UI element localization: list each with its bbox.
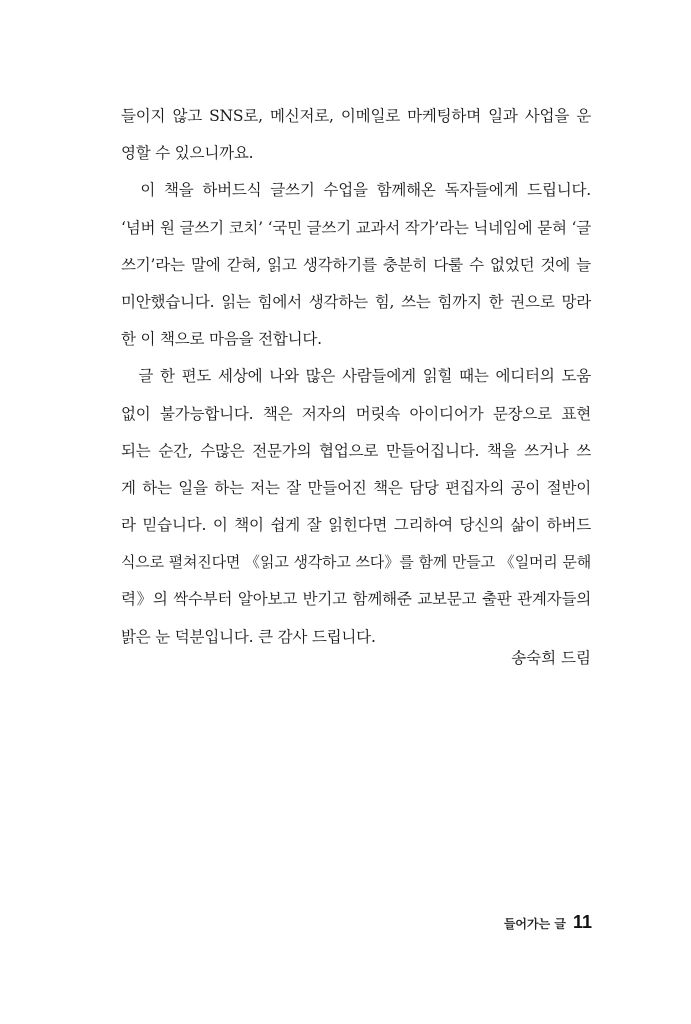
body-line: 한 이 책으로 마음을 전합니다. — [121, 330, 322, 349]
body-line: 력》의 싹수부터 알아보고 반기고 함께해준 교보문고 출판 관계자들의 — [121, 590, 591, 609]
body-line: 게 하는 일을 하는 저는 잘 만들어진 책은 담당 편집자의 공이 절반이 — [121, 478, 591, 497]
body-line: 없이 불가능합니다. 책은 저자의 머릿속 아이디어가 문장으로 표현 — [121, 404, 591, 423]
body-line: 이 책을 하버드식 글쓰기 수업을 함께해온 독자들에게 드립니다. — [121, 181, 591, 200]
page-number: 11 — [572, 912, 592, 932]
body-text — [121, 98, 591, 656]
running-footer-title: 들어가는 글 — [503, 917, 566, 931]
body-line: 라 믿습니다. 이 책이 쉽게 잘 읽힌다면 그리하여 당신의 삶이 하버드 — [121, 516, 591, 535]
body-line: 들이지 않고 SNS로, 메신저로, 이메일로 마케팅하며 일과 사업을 운 — [121, 107, 591, 125]
body-line: 밝은 눈 덕분입니다. 큰 감사 드립니다. — [121, 627, 376, 646]
body-line: 미안했습니다. 읽는 힘에서 생각하는 힘, 쓰는 힘까지 한 권으로 망라 — [121, 292, 591, 311]
body-line: 식으로 펼쳐진다면 《읽고 생각하고 쓰다》를 함께 만들고 《일머리 문해 — [121, 553, 591, 572]
page-footer — [504, 912, 592, 933]
body-line: 영할 수 있으니까요. — [121, 144, 254, 163]
author-signature: 송숙희 드림 — [511, 649, 591, 667]
body-line: 되는 순간, 수많은 전문가의 협업으로 만들어집니다. 책을 쓰거나 쓰 — [121, 441, 591, 460]
body-line: 쓰기’라는 말에 갇혀, 읽고 생각하기를 충분히 다룰 수 없었던 것에 늘 — [121, 255, 591, 274]
body-line: 글 한 편도 세상에 나와 많은 사람들에게 읽힐 때는 에디터의 도움 — [121, 367, 591, 386]
body-line: ‘넘버 원 글쓰기 코치’ ‘국민 글쓰기 교과서 작가’라는 닉네임에 묻혀 ‘글 — [121, 218, 591, 237]
